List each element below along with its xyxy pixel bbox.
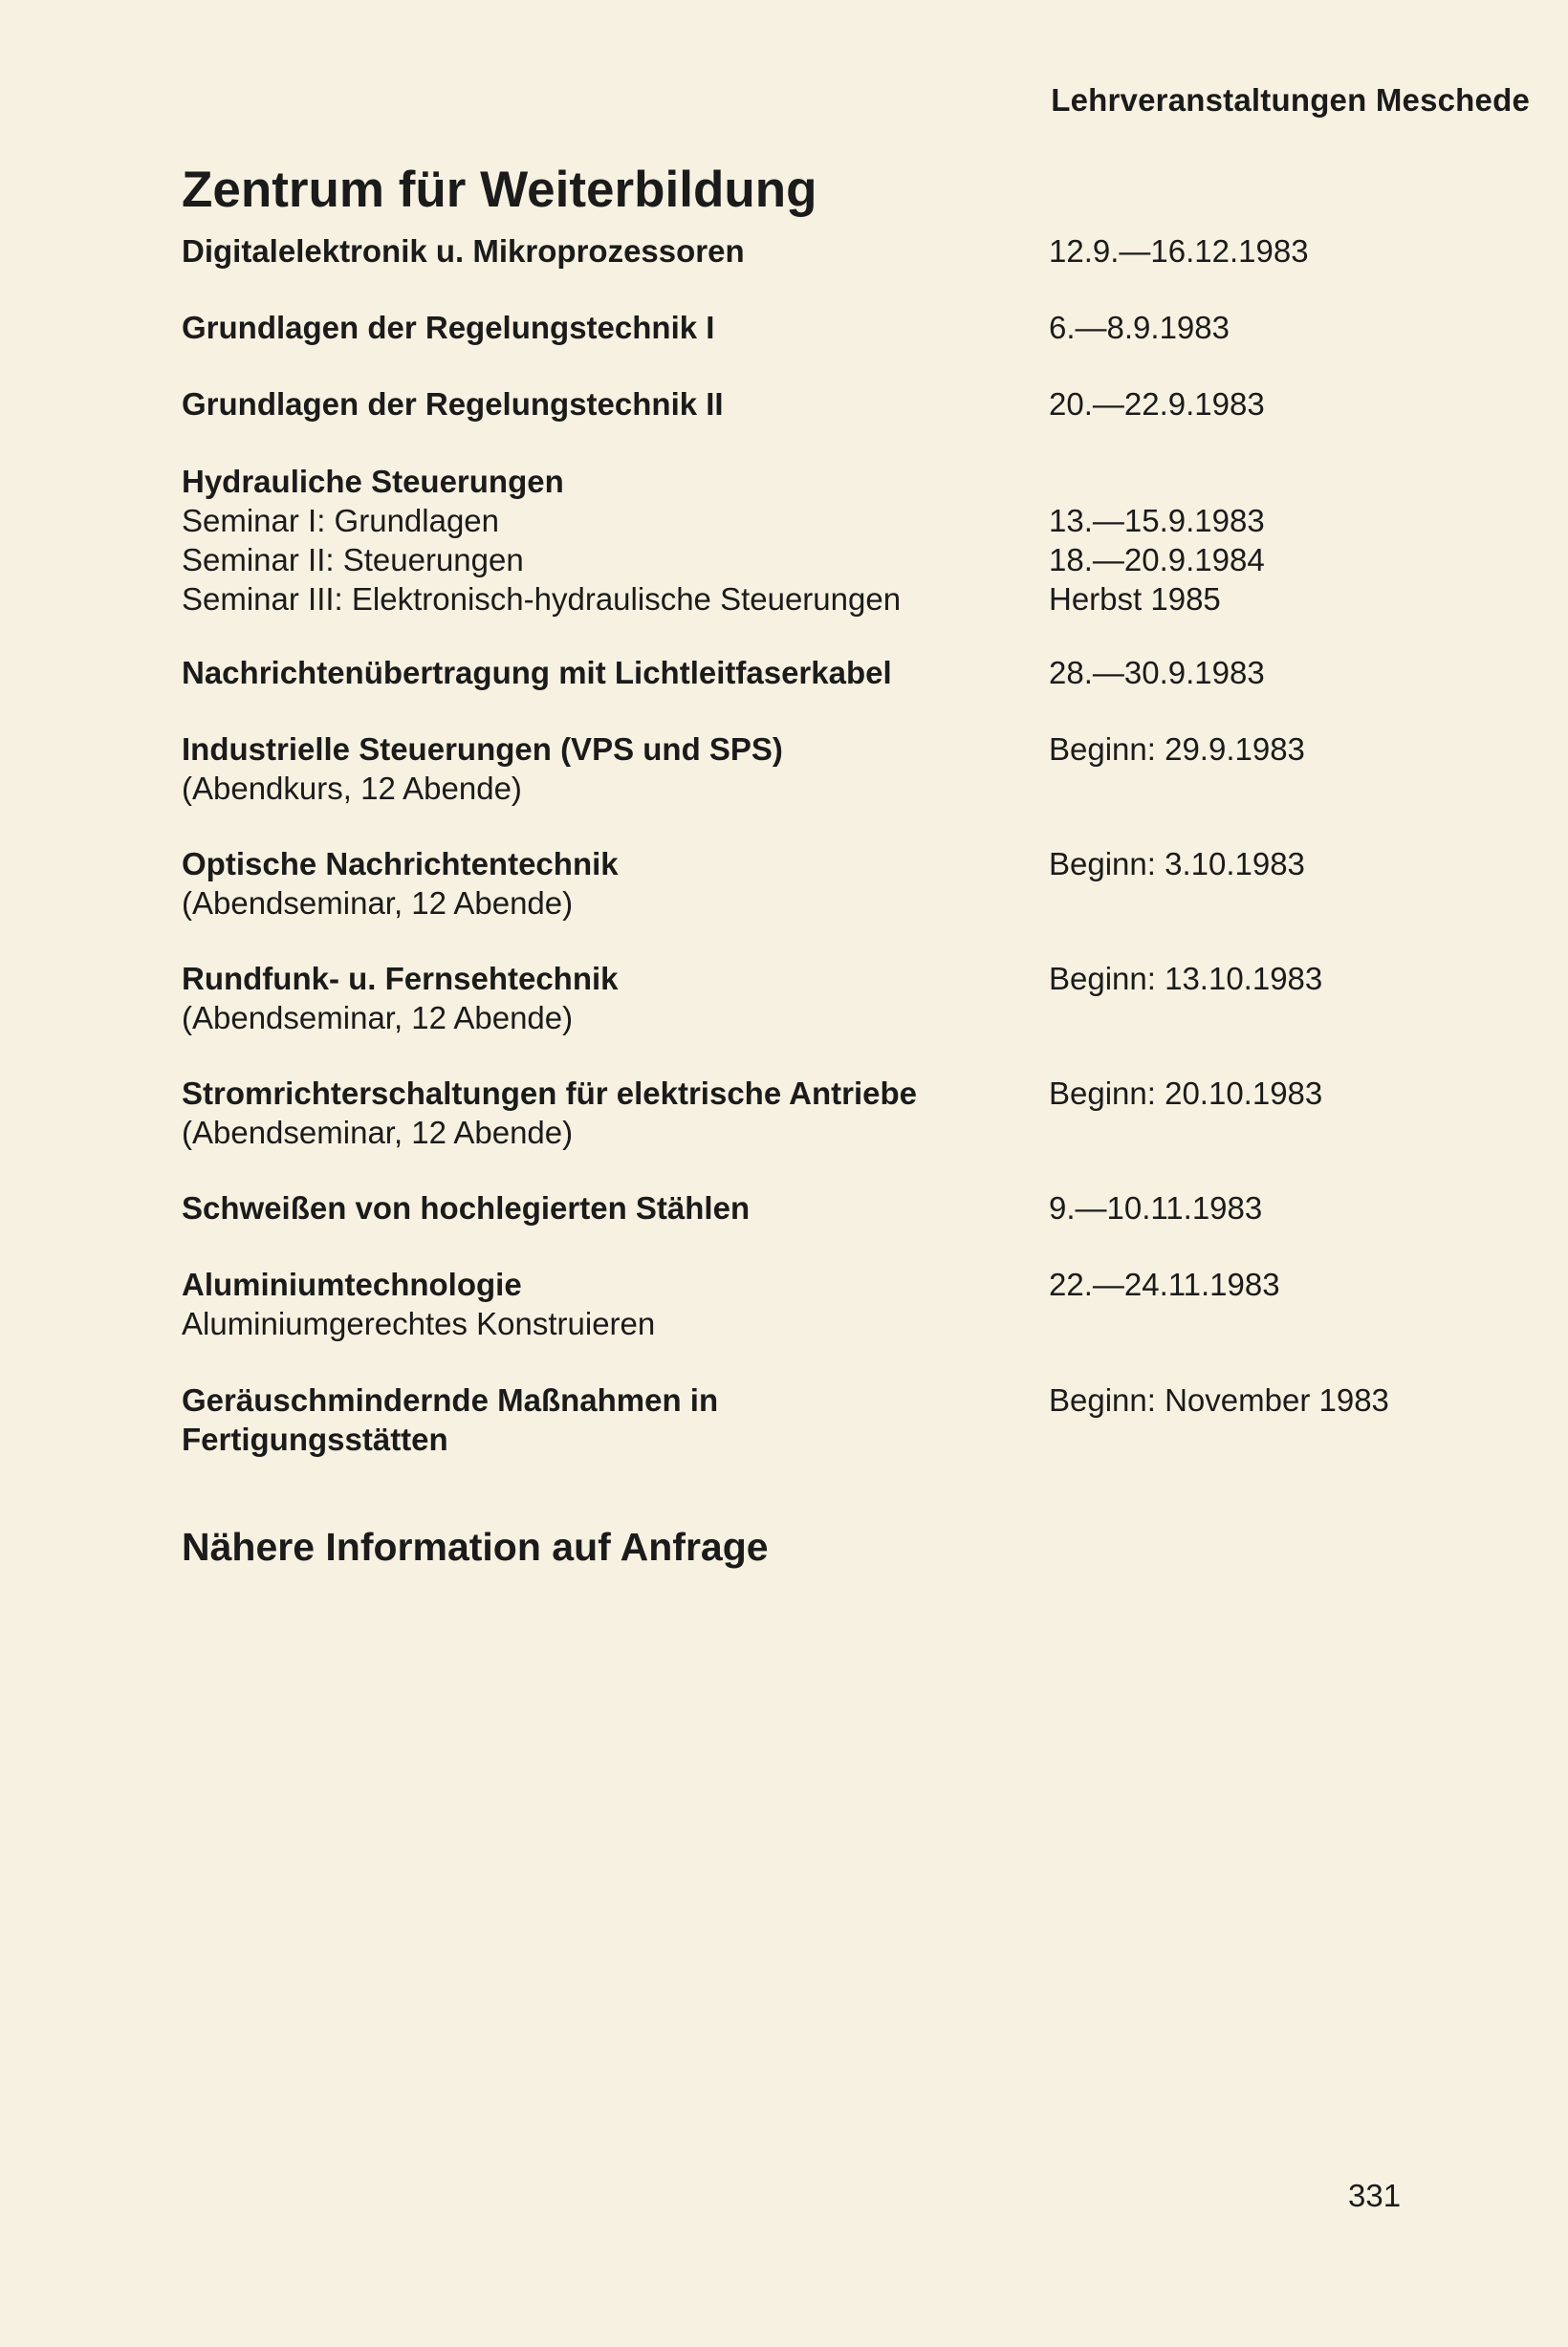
course-note: (Abendseminar, 12 Abende) — [182, 885, 574, 921]
seminar-label: Seminar III: Elektronisch-hydraulische Steuerungen — [182, 581, 902, 617]
course-entry — [182, 308, 1472, 347]
seminar-label: Seminar II: Steuerungen — [182, 542, 524, 577]
course-entry — [182, 1380, 1472, 1459]
course-title: Industrielle Steuerungen (VPS und SPS) — [182, 731, 783, 767]
course-date: 6.—8.9.1983 — [1049, 310, 1230, 345]
course-date: Beginn: 20.10.1983 — [1049, 1076, 1323, 1111]
course-title: Grundlagen der Regelungstechnik II — [182, 386, 724, 422]
course-entry — [182, 1265, 1472, 1343]
seminar-date: Herbst 1985 — [1049, 581, 1221, 617]
course-note: (Abendkurs, 12 Abende) — [182, 771, 522, 806]
course-title: Optische Nachrichtentechnik — [182, 846, 619, 881]
course-title: Geräuschmindernde Maßnahmen in — [182, 1382, 719, 1418]
course-date: 12.9.—16.12.1983 — [1049, 233, 1309, 269]
page-number: 331 — [1348, 2178, 1402, 2213]
course-date: 28.—30.9.1983 — [1049, 655, 1265, 690]
seminar-dates — [1049, 501, 1265, 619]
course-date: 20.—22.9.1983 — [1049, 386, 1265, 422]
course-date: Beginn: 13.10.1983 — [1049, 961, 1323, 996]
course-note: Aluminiumgerechtes Konstruieren — [182, 1306, 656, 1341]
course-title: Aluminiumtechnologie — [182, 1267, 522, 1302]
course-title: Rundfunk- u. Fernsehtechnik — [182, 961, 619, 996]
page-title: Zentrum für Weiterbildung — [182, 162, 817, 218]
course-date: 22.—24.11.1983 — [1049, 1267, 1280, 1302]
course-note: (Abendseminar, 12 Abende) — [182, 1115, 574, 1150]
course-entry — [182, 1074, 1472, 1152]
course-note: (Abendseminar, 12 Abende) — [182, 1000, 574, 1035]
course-entry — [182, 1188, 1472, 1228]
course-title: Schweißen von hochlegierten Stählen — [182, 1190, 751, 1226]
running-header: Lehrveranstaltungen Meschede — [1051, 82, 1530, 118]
course-entry — [182, 959, 1472, 1037]
course-entry — [182, 231, 1472, 271]
seminar-date: 18.—20.9.1984 — [1049, 542, 1265, 577]
course-entry — [182, 653, 1472, 692]
course-date: Beginn: 29.9.1983 — [1049, 731, 1305, 767]
course-title: Hydrauliche Steuerungen — [182, 464, 564, 499]
course-title: Digitalelektronik u. Mikroprozessoren — [182, 233, 745, 269]
course-title: Nachrichtenübertragung mit Lichtleitfaserkabel — [182, 655, 892, 690]
seminar-label: Seminar I: Grundlagen — [182, 503, 500, 538]
course-date: 9.—10.11.1983 — [1049, 1190, 1263, 1226]
course-entry — [182, 844, 1472, 923]
course-date: Beginn: November 1983 — [1049, 1382, 1389, 1418]
course-title: Stromrichterschaltungen für elektrische Antriebe — [182, 1076, 917, 1111]
course-date: Beginn: 3.10.1983 — [1049, 846, 1305, 881]
course-entry — [182, 729, 1472, 808]
course-title-continued: Fertigungsstätten — [182, 1422, 448, 1457]
information-note: Nähere Information auf Anfrage — [182, 1525, 769, 1569]
seminar-date: 13.—15.9.1983 — [1049, 503, 1265, 538]
course-entry — [182, 462, 1472, 619]
course-title: Grundlagen der Regelungstechnik I — [182, 310, 715, 345]
course-entry — [182, 384, 1472, 424]
